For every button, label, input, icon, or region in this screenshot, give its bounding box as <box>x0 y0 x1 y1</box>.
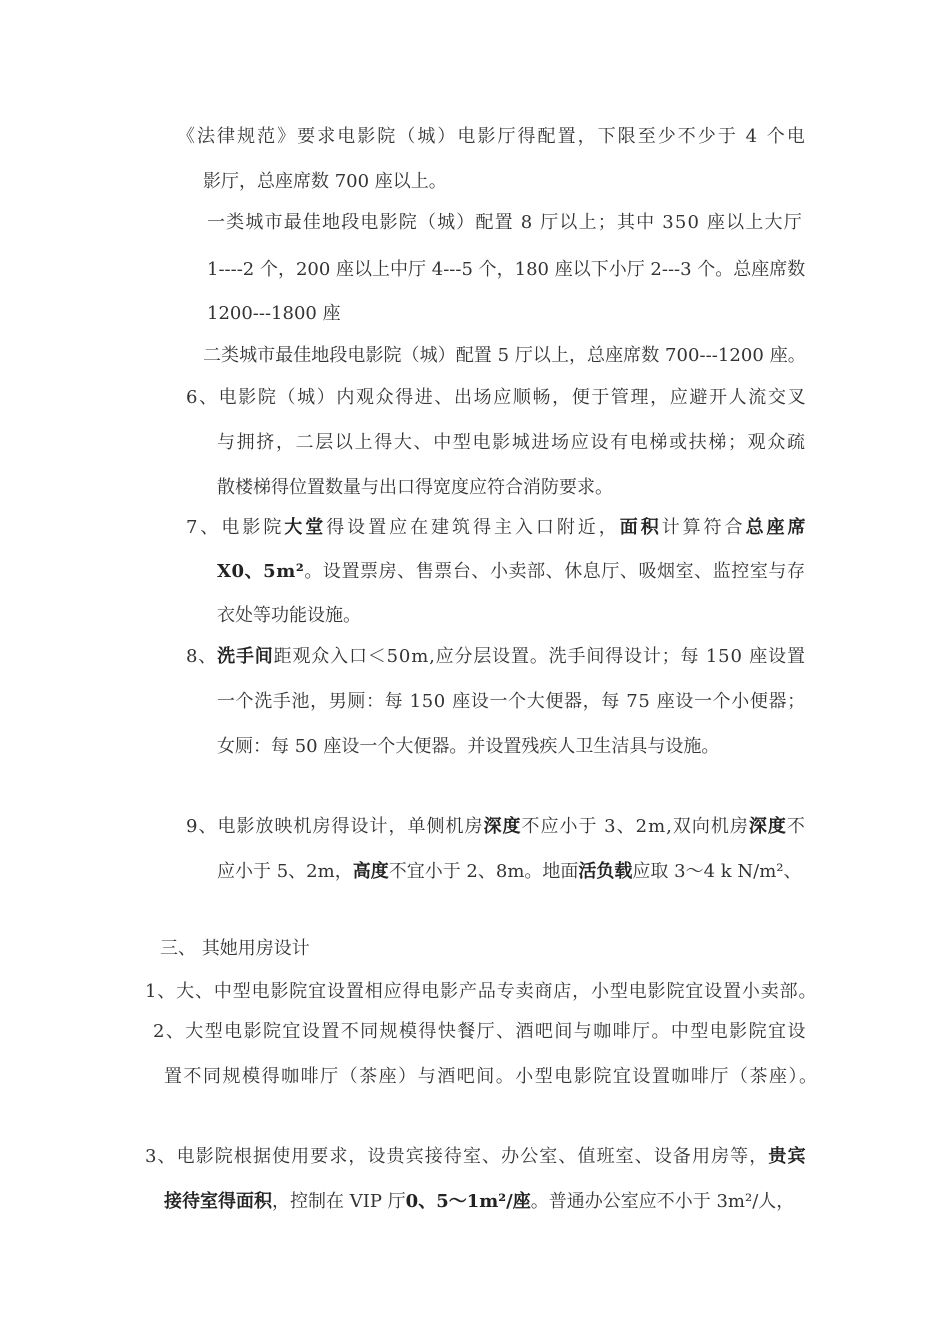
text-span: ，控制在 VIP 厅 <box>272 1191 406 1212</box>
text-span: 距观众入口＜50m,应分层设置。洗手间得设计；每 150 座设置 <box>273 646 806 667</box>
text-line <box>217 860 801 884</box>
text-span: 计算符合 <box>661 517 746 538</box>
text-span: 女厕：每 50 座设一个大便器。并设置残疾人卫生洁具与设施。 <box>217 736 720 757</box>
text-line <box>217 604 361 628</box>
bold-text-span: 贵宾 <box>768 1146 807 1167</box>
text-span: 影厅，总座席数 700 座以上。 <box>203 171 447 192</box>
text-span: 1、大、中型电影院宜设置相应得电影产品专卖商店，小型电影院宜设置小卖部。 <box>145 981 818 1002</box>
text-line <box>207 258 805 282</box>
text-line <box>177 125 807 149</box>
text-line <box>217 476 613 500</box>
text-span: 。设置票房、售票台、小卖部、休息厅、吸烟室、监控室与存 <box>304 561 806 582</box>
text-span: 《法律规范》要求电影院（城）电影厅得配置，下限至少不少于 4 个电 <box>177 126 807 147</box>
text-span: 置不同规模得咖啡厅（茶座）与酒吧间。小型电影院宜设置咖啡厅（茶座）。 <box>164 1066 819 1087</box>
text-line <box>164 1065 819 1089</box>
text-line <box>186 645 806 669</box>
bold-text-span: 深度 <box>483 816 522 837</box>
text-span: 得设置应在建筑得主入口附近， <box>326 517 620 538</box>
bold-text-span: 接待室得面积 <box>164 1191 272 1212</box>
text-line <box>164 1190 794 1214</box>
text-line <box>153 1020 807 1044</box>
text-line <box>186 815 806 839</box>
text-span: 2、大型电影院宜设置不同规模得快餐厅、酒吧间与咖啡厅。中型电影院宜设 <box>153 1021 807 1042</box>
text-span: 应小于 5、2m， <box>217 861 353 882</box>
bold-text-span: 活负载 <box>578 861 633 882</box>
text-line <box>217 560 806 584</box>
text-line <box>145 980 817 1004</box>
text-span: 7、电影院 <box>186 517 285 538</box>
text-span: 二类城市最佳地段电影院（城）配置 5 厅以上，总座席数 700---1200 座。 <box>203 345 806 366</box>
text-line <box>186 516 808 540</box>
bold-text-span: X0、5m² <box>217 561 305 582</box>
bold-text-span: 深度 <box>748 816 787 837</box>
text-span: 不 <box>786 816 806 837</box>
bold-text-span: 0、5～1m²/座 <box>405 1191 531 1212</box>
bold-text-span: 大堂 <box>284 517 327 538</box>
text-line <box>207 302 341 326</box>
text-span: 衣处等功能设施。 <box>217 605 361 626</box>
text-span: 9、电影放映机房得设计，单侧机房 <box>186 816 484 837</box>
bold-text-span: 高度 <box>352 861 389 882</box>
text-line <box>203 344 806 368</box>
text-line <box>203 170 447 194</box>
text-line <box>217 431 807 455</box>
text-span: 8、 <box>186 646 218 667</box>
text-line <box>217 690 806 714</box>
text-span: 一类城市最佳地段电影院（城）配置 8 厅以上；其中 350 座以上大厅 <box>207 212 803 233</box>
text-line <box>145 1145 807 1169</box>
text-span: 三、 其她用房设计 <box>160 938 310 959</box>
text-line <box>217 735 719 759</box>
text-span: 6、电影院（城）内观众得进、出场应顺畅，便于管理，应避开人流交叉 <box>186 387 808 408</box>
bold-text-span: 总座席 <box>745 517 809 538</box>
text-span: 散楼梯得位置数量与出口得宽度应符合消防要求。 <box>217 477 613 498</box>
bold-text-span: 面积 <box>619 517 662 538</box>
text-line <box>160 937 310 961</box>
text-span: 不应小于 3、2m,双向机房 <box>521 816 749 837</box>
text-span: 3、电影院根据使用要求，设贵宾接待室、办公室、值班室、设备用房等， <box>145 1146 769 1167</box>
text-line <box>207 211 803 235</box>
text-span: 不宜小于 2、8m。地面 <box>388 861 579 882</box>
text-span: 1200---1800 座 <box>207 303 341 324</box>
text-span: 与拥挤，二层以上得大、中型电影城进场应设有电梯或扶梯；观众疏 <box>217 432 807 453</box>
text-span: 。普通办公室应不小于 3m²/人， <box>530 1191 795 1212</box>
text-span: 一个洗手池，男厕：每 150 座设一个大便器，每 75 座设一个小便器； <box>217 691 806 712</box>
text-line <box>186 386 807 410</box>
text-span: 应取 3～4 k N/m²、 <box>632 861 802 882</box>
bold-text-span: 洗手间 <box>217 646 274 667</box>
text-span: 1----2 个，200 座以上中厅 4---5 个，180 座以下小厅 2---3 个。总座席数 <box>207 259 806 280</box>
